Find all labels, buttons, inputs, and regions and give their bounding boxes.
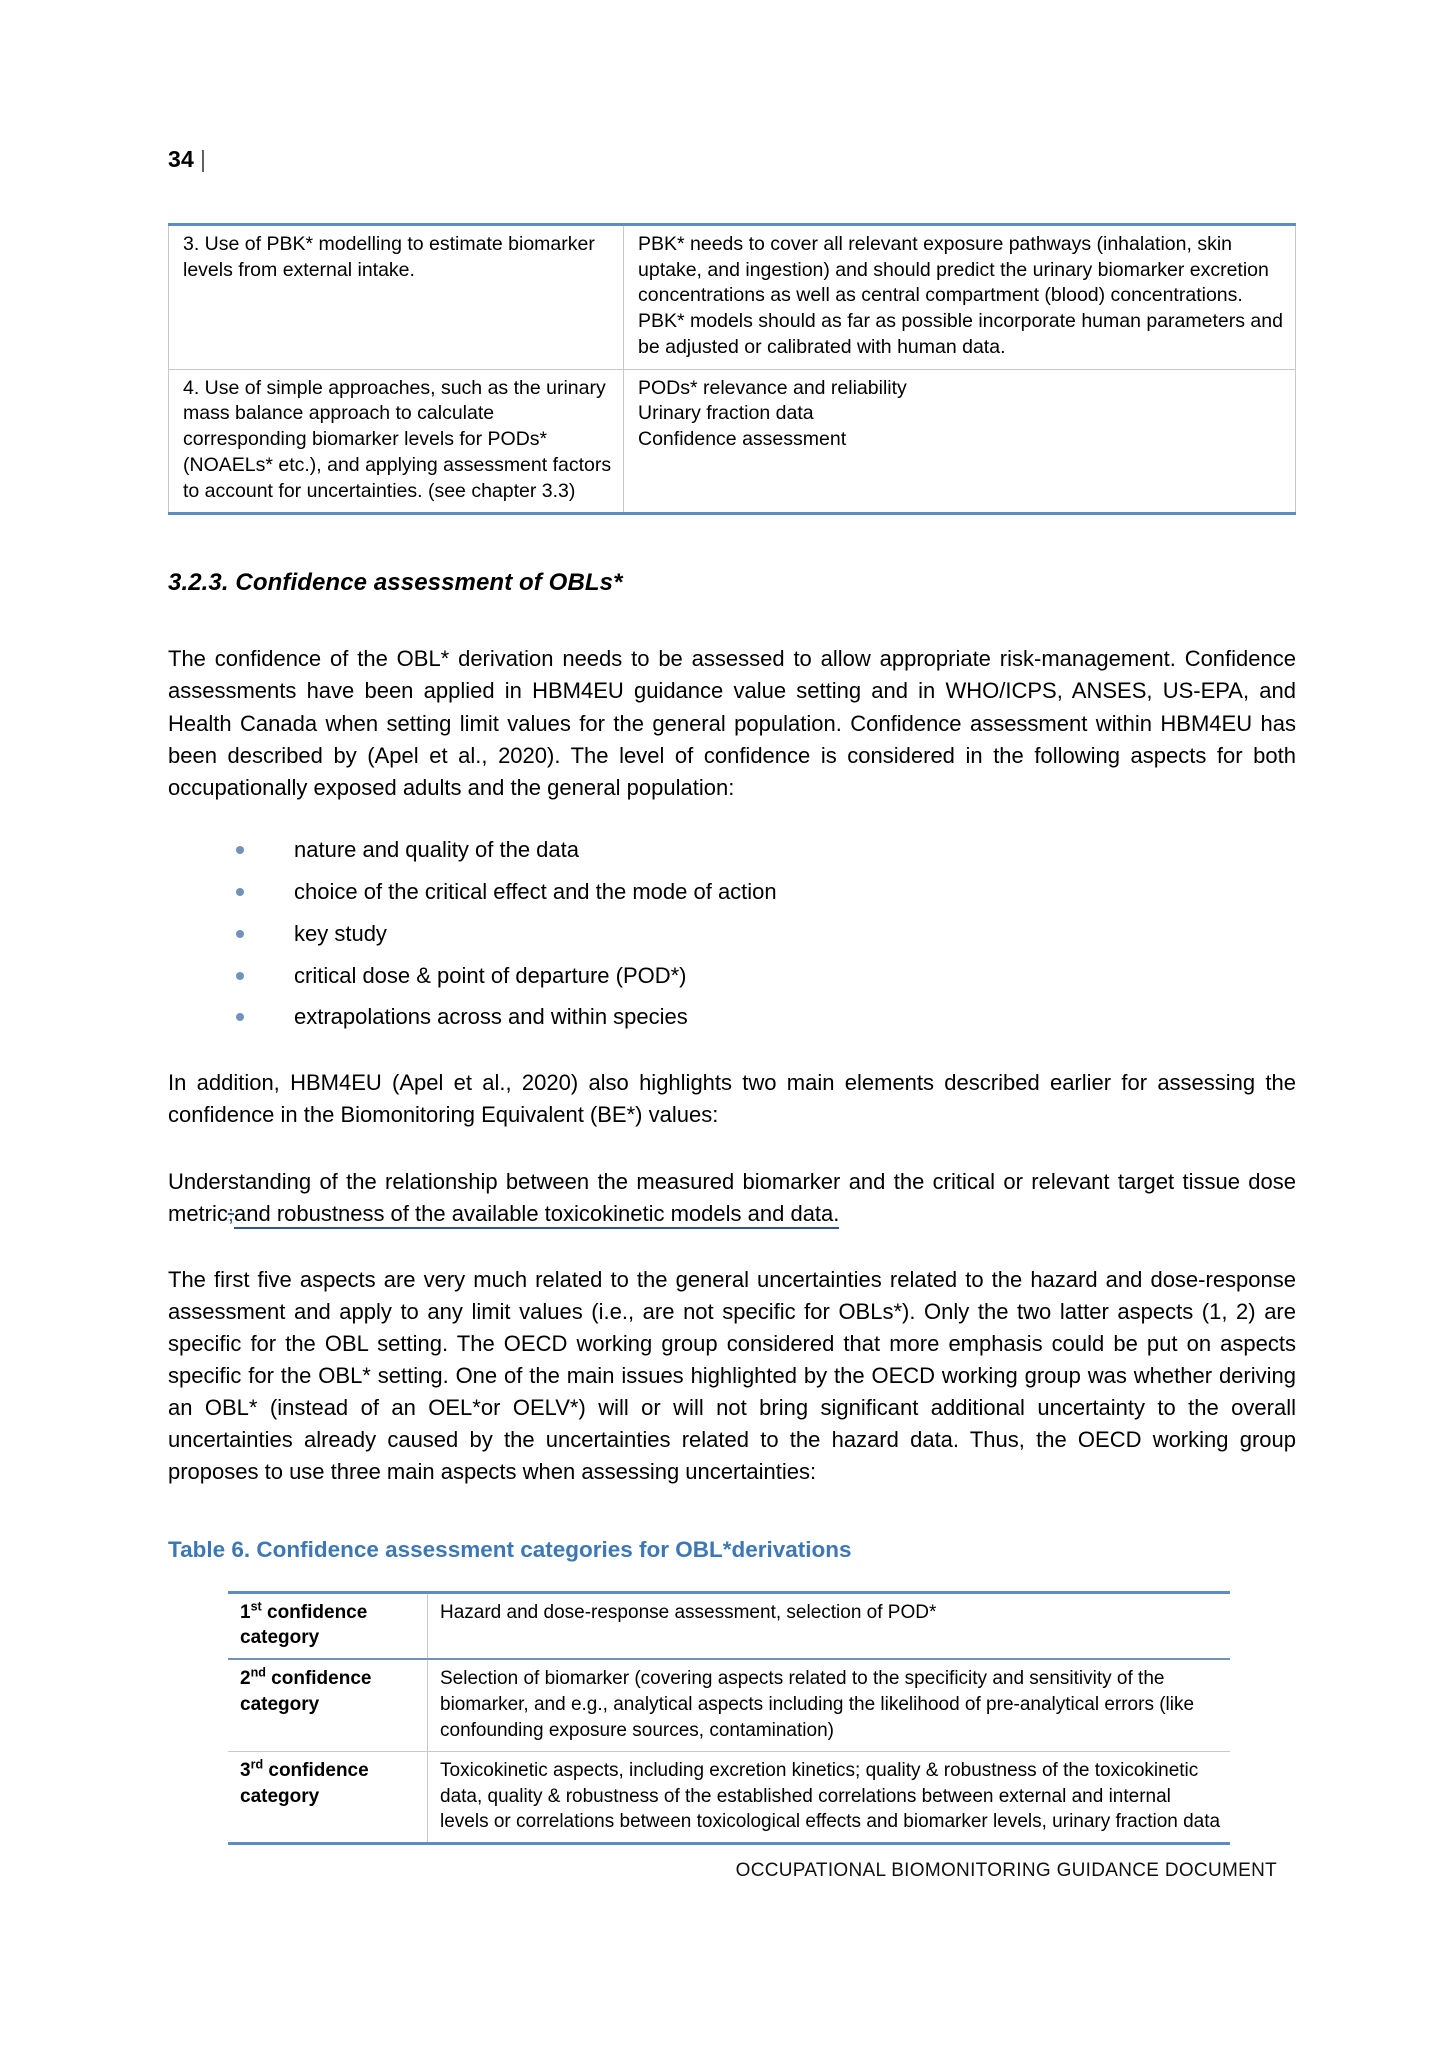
table-row — [228, 1751, 1230, 1843]
list-item: key study — [236, 918, 1296, 950]
table-row — [169, 369, 1296, 514]
category-number: 2 — [240, 1668, 251, 1690]
category-number: 3 — [240, 1759, 251, 1781]
category-label — [228, 1592, 428, 1659]
category-ordinal: rd — [250, 1757, 264, 1772]
requirements-cell: PODs* relevance and reliability Urinary fraction data Confidence assessment — [624, 369, 1296, 514]
list-item: choice of the critical effect and the mode of action — [236, 876, 1296, 908]
list-item: extrapolations across and within species — [236, 1001, 1296, 1033]
page-number — [168, 148, 1296, 171]
table-row — [169, 225, 1296, 370]
category-label — [228, 1659, 428, 1751]
category-ordinal: st — [250, 1599, 262, 1614]
category-description: Toxicokinetic aspects, including excretion kinetics; quality & robustness of the toxicokinetic data, quality & robustness of the established correlations between external and internal levels or correlations between toxicological effects and biomarker levels, urinary fraction data — [428, 1751, 1231, 1843]
table-row — [228, 1659, 1230, 1751]
list-item: nature and quality of the data — [236, 834, 1296, 866]
understanding-text-part1: Understanding of the relationship between the measured biomarker and the critical or relevant target tissue dose metric — [168, 1168, 1296, 1226]
section-heading: 3.2.3. Confidence assessment of OBLs* — [168, 569, 623, 597]
paragraph-first-five-aspects: The first five aspects are very much related to the general uncertainties related to the hazard and dose-response assessment and apply to any limit values (i.e., are not specific for OBLs*). Only the two latter aspects (1, 2) are specific for the OBL setting. The OECD working group considered that more emphasis could be put on aspects specific for the OBL* setting. One of the main issues highlighted by the OECD working group was whether deriving an OBL* (instead of an OEL*or OELV*) will or will not bring significant additional uncertainty to the overall uncertainties already caused by the uncertainties related to the hazard data. Thus, the OECD working group proposes to use three main aspects when assessing uncertainties: — [168, 1266, 1296, 1485]
table6-caption: Table 6. Confidence assessment categories for OBL*derivations — [168, 1536, 852, 1562]
category-description: Selection of biomarker (covering aspects related to the specificity and sensitivity of the biomarker, and e.g., analytical aspects including the likelihood of pre-analytical errors (like confounding exposure sources, contamination) — [428, 1659, 1231, 1751]
list-item: critical dose & point of departure (POD*) — [236, 960, 1296, 992]
tracked-deletion: ; — [227, 1200, 235, 1226]
requirements-cell: PBK* needs to cover all relevant exposure pathways (inhalation, skin uptake, and ingestion) and should predict the urinary biomarker excretion concentrations as well as central compartment (blood) concentrations. PBK* models should as far as possible incorporate human parameters and be adjusted or calibrated with human data. — [624, 225, 1296, 370]
category-ordinal: nd — [250, 1665, 266, 1680]
category-label-rest: confidence category — [240, 1759, 369, 1807]
tracked-insertion: and robustness of the available toxicokinetic models and data. — [234, 1201, 839, 1229]
approaches-table — [168, 223, 1296, 515]
paragraph-be-values: In addition, HBM4EU (Apel et al., 2020) also highlights two main elements described earlier for assessing the confidence in the Biomonitoring Equivalent (BE*) values: — [168, 1070, 1296, 1128]
confidence-categories-table — [228, 1591, 1230, 1846]
page-footer: OCCUPATIONAL BIOMONITORING GUIDANCE DOCUMENT — [735, 1860, 1277, 1881]
approach-cell: 3. Use of PBK* modelling to estimate biomarker levels from external intake. — [169, 225, 624, 370]
table6-wrapper — [228, 1591, 1230, 1846]
category-label-rest: confidence category — [240, 1668, 372, 1716]
confidence-aspects-list — [168, 834, 1296, 1033]
page-number-separator: | — [199, 146, 207, 172]
approach-cell: 4. Use of simple approaches, such as the urinary mass balance approach to calculate corresponding biomarker levels for PODs* (NOAELs* etc.), and applying assessment factors to account for uncertainties. (see chapter 3.3) — [169, 369, 624, 514]
page-number-value: 34 — [168, 146, 194, 172]
category-label — [228, 1751, 428, 1843]
category-description: Hazard and dose-response assessment, selection of POD* — [428, 1592, 1231, 1659]
table-row — [228, 1592, 1230, 1659]
category-label-rest: confidence category — [240, 1601, 368, 1649]
category-number: 1 — [240, 1601, 251, 1623]
page-content — [168, 0, 1296, 1845]
paragraph-confidence-intro: The confidence of the OBL* derivation needs to be assessed to allow appropriate risk-management. Confidence assessments have been applied in HBM4EU guidance value setting and in WHO/ICPS, ANSES, US-EPA, and Health Canada when setting limit values for the general population. Confidence assessment within HBM4EU has been described by (Apel et al., 2020). The level of confidence is considered in the following aspects for both occupationally exposed adults and the general population: — [168, 646, 1296, 800]
paragraph-understanding — [168, 1166, 1296, 1230]
